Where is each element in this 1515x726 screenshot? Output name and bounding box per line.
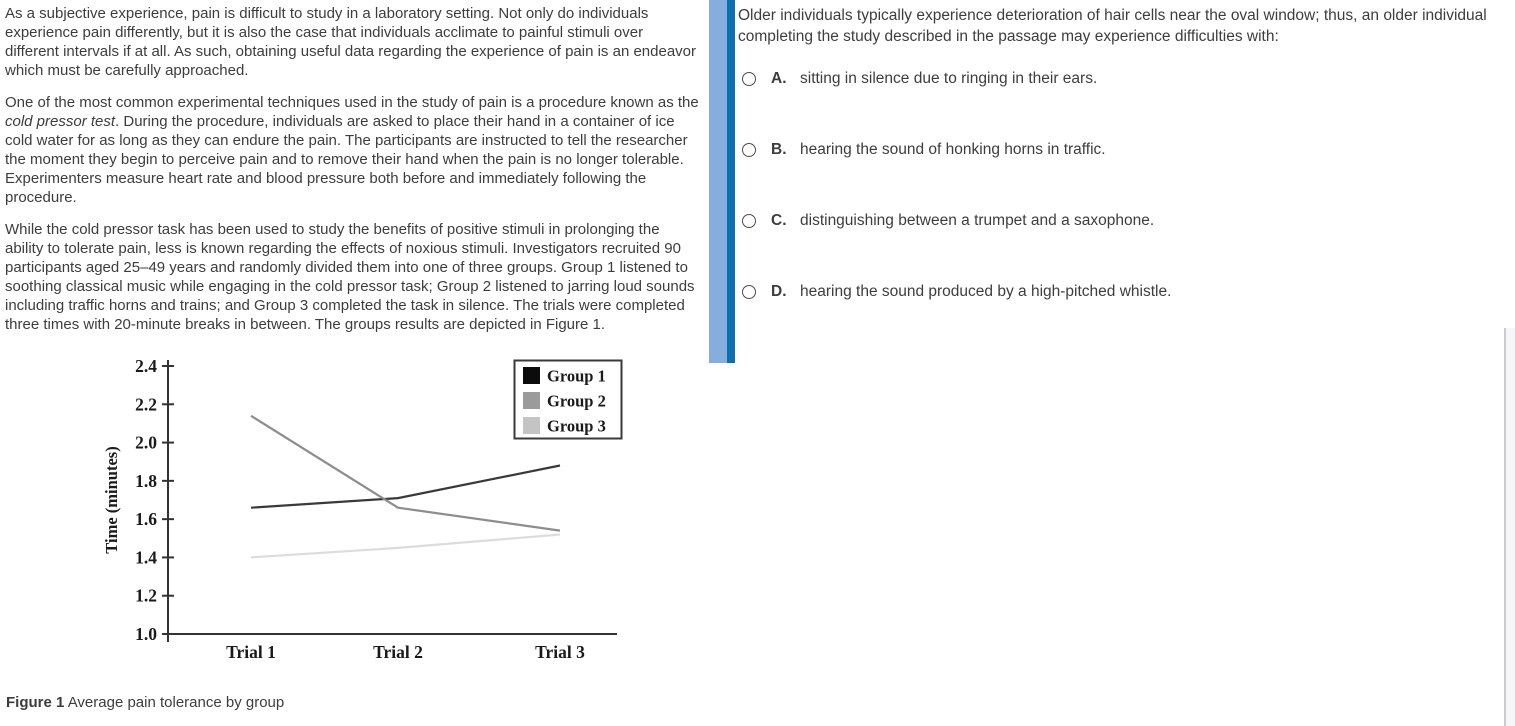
figure-caption: [6, 694, 284, 711]
svg-text:2.0: 2.0: [135, 432, 157, 453]
svg-text:1.0: 1.0: [135, 624, 157, 644]
svg-text:2.2: 2.2: [135, 394, 157, 415]
option-letter-a: A.: [771, 70, 787, 87]
option-text-d: hearing the sound produced by a high-pitched whistle.: [800, 283, 1172, 300]
radio-button-a[interactable]: [742, 72, 756, 86]
panel-divider-dark-stripe: [727, 0, 735, 363]
scrollbar-divider-line: [1504, 328, 1506, 726]
scrollbar-track[interactable]: [1506, 328, 1515, 726]
passage-p2-after: . During the procedure, individuals are asked to place their hand in a container of ice cold water for as long as they can endure the pain. The participants are instructed to tell the researcher the moment they begin to perceive pain and to remove their hand when the pain is no longer tolerable. Experimenters measure heart rate and blood pressure both before and immediately following the procedure.: [5, 113, 688, 206]
svg-text:Group 2: Group 2: [547, 391, 606, 411]
option-text-c: distinguishing between a trumpet and a saxophone.: [800, 212, 1155, 229]
option-letter-d: D.: [771, 283, 787, 300]
svg-text:Group 1: Group 1: [547, 366, 606, 386]
svg-text:Group 3: Group 3: [547, 416, 606, 436]
radio-button-b[interactable]: [742, 143, 756, 157]
passage-p2-italic-term: cold pressor test: [5, 113, 116, 130]
panel-divider-light-stripe: [709, 0, 727, 363]
radio-button-c[interactable]: [742, 214, 756, 228]
svg-text:Trial 2: Trial 2: [373, 642, 423, 662]
radio-button-d[interactable]: [742, 285, 756, 299]
figure-caption-label: Figure 1: [6, 694, 65, 711]
svg-text:1.8: 1.8: [135, 470, 157, 491]
svg-text:Time (minutes): Time (minutes): [103, 446, 121, 554]
figure-caption-text: Average pain tolerance by group: [64, 694, 285, 711]
option-text-a: sitting in silence due to ringing in their ears.: [800, 70, 1098, 87]
option-letter-b: B.: [771, 141, 787, 158]
answer-option-a[interactable]: [738, 70, 1498, 88]
pain-tolerance-line-chart: [103, 354, 633, 668]
figure-1-chart: [103, 354, 633, 668]
question-stem: Older individuals typically experience deterioration of hair cells near the oval window; thus, an older individual completing the study described in the passage may experience difficulties with:: [738, 7, 1487, 45]
answer-option-b[interactable]: [738, 141, 1498, 159]
option-text-b: hearing the sound of honking horns in traffic.: [800, 141, 1106, 158]
answer-option-c[interactable]: [738, 212, 1498, 230]
svg-text:1.4: 1.4: [135, 547, 157, 568]
question-pane: [738, 0, 1513, 726]
svg-text:Trial 1: Trial 1: [226, 642, 276, 662]
option-letter-c: C.: [771, 212, 787, 229]
passage-paragraph-3: While the cold pressor task has been used to study the benefits of positive stimuli in prolonging the ability to tolerate pain, less is known regarding the effects of noxious stimuli. Investigators recruited 90 participants aged 25–49 years and randomly divided them into one of three groups. Group 1 listened to soothing classical music while engaging in the cold pressor task; Group 2 listened to jarring loud sounds including traffic horns and trains; and Group 3 completed the task in silence. The trials were completed three times with 20-minute breaks in between. The groups results are depicted in Figure 1.: [5, 221, 695, 333]
passage-paragraph-1: As a subjective experience, pain is difficult to study in a laboratory setting. Not only do individuals experience pain differently, but it is also the case that individuals acclimate to painful stimuli over different intervals if at all. As such, obtaining useful data regarding the experience of pain is an endeavor which must be carefully approached.: [5, 5, 696, 79]
passage-p2-before: One of the most common experimental techniques used in the study of pain is a procedure known as the: [5, 94, 699, 111]
svg-text:Trial 3: Trial 3: [535, 642, 585, 662]
passage-pane: [5, 4, 700, 347]
svg-text:1.2: 1.2: [135, 585, 157, 606]
svg-text:1.6: 1.6: [135, 509, 157, 530]
answer-option-d[interactable]: [738, 283, 1498, 301]
svg-text:2.4: 2.4: [135, 356, 157, 376]
passage-paragraph-2: [5, 93, 700, 207]
